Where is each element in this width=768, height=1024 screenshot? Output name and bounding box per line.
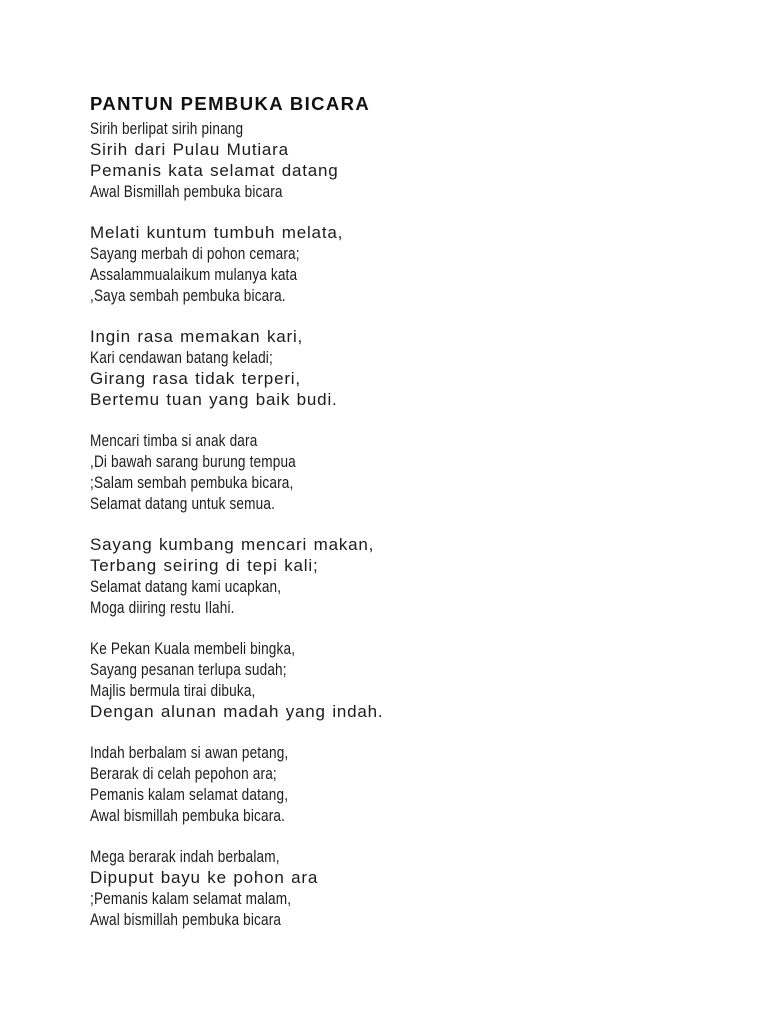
poem-line-text: Awal bismillah pembuka bicara. <box>90 806 286 825</box>
poem-line-text: Awal Bismillah pembuka bicara <box>90 182 283 201</box>
poem-line-text: Sirih dari Pulau Mutiara <box>90 140 289 159</box>
poem-line <box>90 909 383 930</box>
poem-stanza <box>90 222 383 306</box>
poem-line-text: Dipuput bayu ke pohon ara <box>90 868 319 887</box>
poem-line <box>90 389 383 410</box>
poem-line <box>90 534 383 555</box>
poem-line-text: Ke Pekan Kuala membeli bingka, <box>90 639 296 658</box>
poem-line <box>90 139 383 160</box>
poem-line-text: Bertemu tuan yang baik budi. <box>90 390 338 409</box>
poem-stanza <box>90 430 383 514</box>
poem-stanza <box>90 638 383 722</box>
poem-stanza <box>90 742 383 826</box>
poem-line-text: Sayang kumbang mencari makan, <box>90 535 375 554</box>
poem-line-text: Dengan alunan madah yang indah. <box>90 702 384 721</box>
poem-line <box>90 160 383 181</box>
poem-line <box>90 222 383 243</box>
poem-line <box>90 430 383 451</box>
poem-line <box>90 846 383 867</box>
poem-line-text: Melati kuntum tumbuh melata, <box>90 223 344 242</box>
poem-line-text: Kari cendawan batang keladi; <box>90 348 273 367</box>
poem-line <box>90 472 383 493</box>
poem-line <box>90 867 383 888</box>
poem-line-text: ,Di bawah sarang burung tempua <box>90 452 296 471</box>
poem-line <box>90 347 383 368</box>
poem-body <box>90 118 383 930</box>
poem-line <box>90 243 383 264</box>
poem-line-text: ;Pemanis kalam selamat malam, <box>90 889 292 908</box>
poem-line <box>90 659 383 680</box>
poem-line <box>90 555 383 576</box>
poem-line-text: Berarak di celah pepohon ara; <box>90 764 277 783</box>
poem-line-text: Awal bismillah pembuka bicara <box>90 910 282 929</box>
poem-line <box>90 285 383 306</box>
poem-line-text: Sayang merbah di pohon cemara; <box>90 244 300 263</box>
poem-line-text: Pemanis kalam selamat datang, <box>90 785 289 804</box>
poem-line-text: Indah berbalam si awan petang, <box>90 743 289 762</box>
poem-stanza <box>90 118 383 202</box>
poem-line <box>90 888 383 909</box>
poem-line-text: Selamat datang kami ucapkan, <box>90 577 282 596</box>
poem-line <box>90 784 383 805</box>
poem-line <box>90 680 383 701</box>
poem-stanza <box>90 326 383 410</box>
poem-line <box>90 326 383 347</box>
poem-line <box>90 638 383 659</box>
poem-line-text: Terbang seiring di tepi kali; <box>90 556 319 575</box>
poem-line <box>90 805 383 826</box>
poem-line-text: ,Saya sembah pembuka bicara. <box>90 286 286 305</box>
poem-stanza <box>90 534 383 618</box>
poem-line <box>90 368 383 389</box>
poem-line <box>90 264 383 285</box>
poem-line-text: Moga diiring restu Ilahi. <box>90 598 235 617</box>
poem-line <box>90 763 383 784</box>
poem-line-text: Pemanis kata selamat datang <box>90 161 339 180</box>
poem-line-text: Selamat datang untuk semua. <box>90 494 276 513</box>
poem-line-text: Mencari timba si anak dara <box>90 431 258 450</box>
poem-line-text: Ingin rasa memakan kari, <box>90 327 304 346</box>
poem-line-text: Majlis bermula tirai dibuka, <box>90 681 256 700</box>
poem-line-text: Girang rasa tidak terperi, <box>90 369 301 388</box>
poem-line <box>90 701 383 722</box>
poem-line-text: Mega berarak indah berbalam, <box>90 847 280 866</box>
poem-line <box>90 576 383 597</box>
poem-content <box>90 92 383 950</box>
poem-line <box>90 118 383 139</box>
poem-line <box>90 451 383 472</box>
poem-line <box>90 742 383 763</box>
poem-stanza <box>90 846 383 930</box>
poem-line-text: Sirih berlipat sirih pinang <box>90 119 244 138</box>
page-title: PANTUN PEMBUKA BICARA <box>90 93 371 114</box>
poem-line-text: ;Salam sembah pembuka bicara, <box>90 473 294 492</box>
poem-line-text: Assalammualaikum mulanya kata <box>90 265 298 284</box>
poem-line <box>90 181 383 202</box>
poem-line-text: Sayang pesanan terlupa sudah; <box>90 660 287 679</box>
poem-line <box>90 493 383 514</box>
poem-line <box>90 597 383 618</box>
